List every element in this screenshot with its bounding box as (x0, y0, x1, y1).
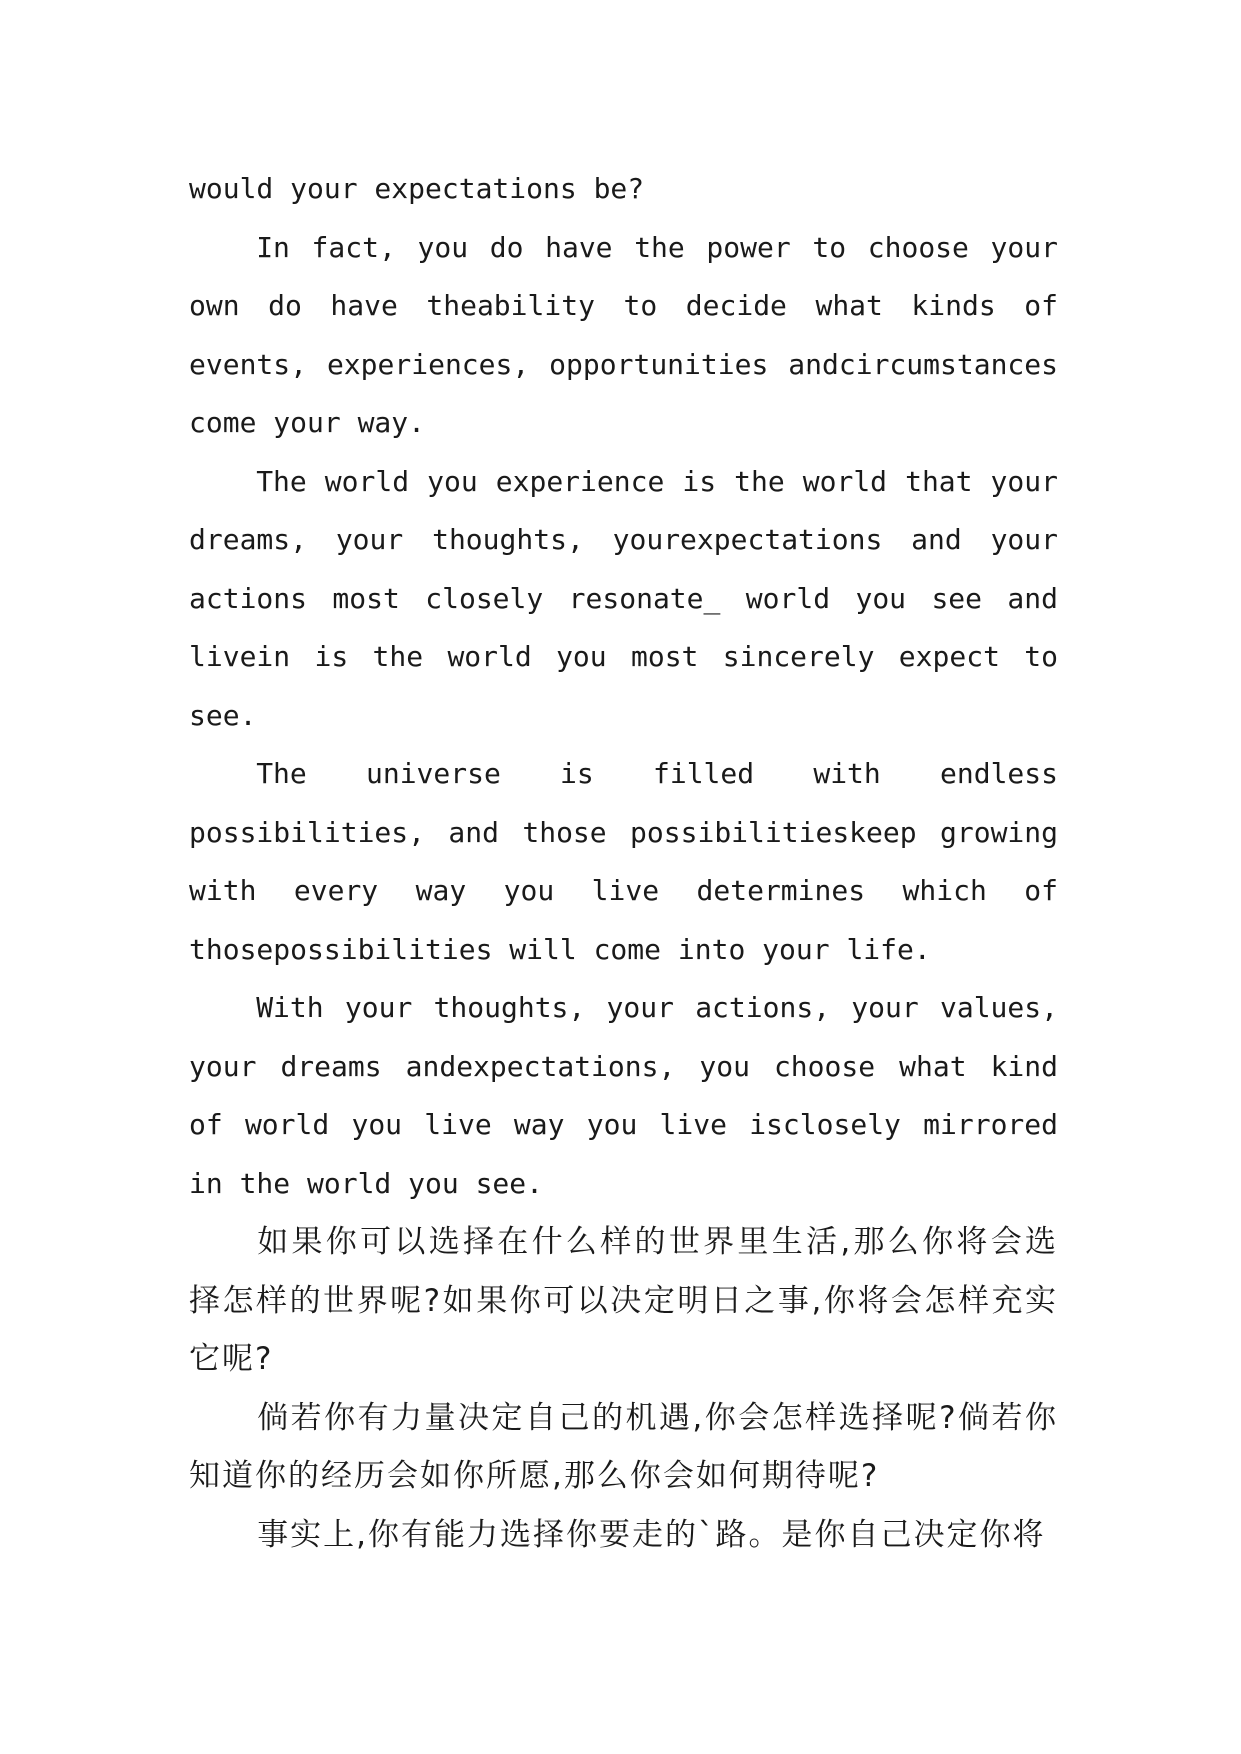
paragraph-chinese-1: 如果你可以选择在什么样的世界里生活,那么你将会选择怎样的世界呢?如果你可以决定明日之事,你将会怎样充实它呢? (189, 1224, 1058, 1377)
paragraph-chinese-3: 事实上,你有能力选择你要走的`路。是你自己决定你将 (257, 1516, 1046, 1553)
document-body (189, 160, 1058, 1564)
paragraph-universe-possibilities: The universe is filled with endless possibilities, and those possibilitieskeep growing with every way you live determines which of thosepossibilities will come into your life. (189, 757, 1058, 966)
paragraph-power-to-choose: In fact, you do have the power to choose your own do have theability to decide what kinds of events, experiences, opportunities andcircumstances come your way. (189, 230, 1058, 439)
paragraph-world-you-experience: The world you experience is the world that your dreams, your thoughts, yourexpectations and your actions most closely resonate_ world you see and livein is the world you most sincerely expect to see. (189, 464, 1058, 732)
paragraph-chinese-2: 倘若你有力量决定自己的机遇,你会怎样选择呢?倘若你知道你的经历会如你所愿,那么你会如何期待呢? (189, 1399, 1058, 1494)
paragraph-thoughts-actions: With your thoughts, your actions, your values, your dreams andexpectations, you choose what kind of world you live way you live isclosely mirrored in the world you see. (189, 991, 1058, 1200)
paragraph-continuation: would your expectations be? (189, 172, 645, 205)
